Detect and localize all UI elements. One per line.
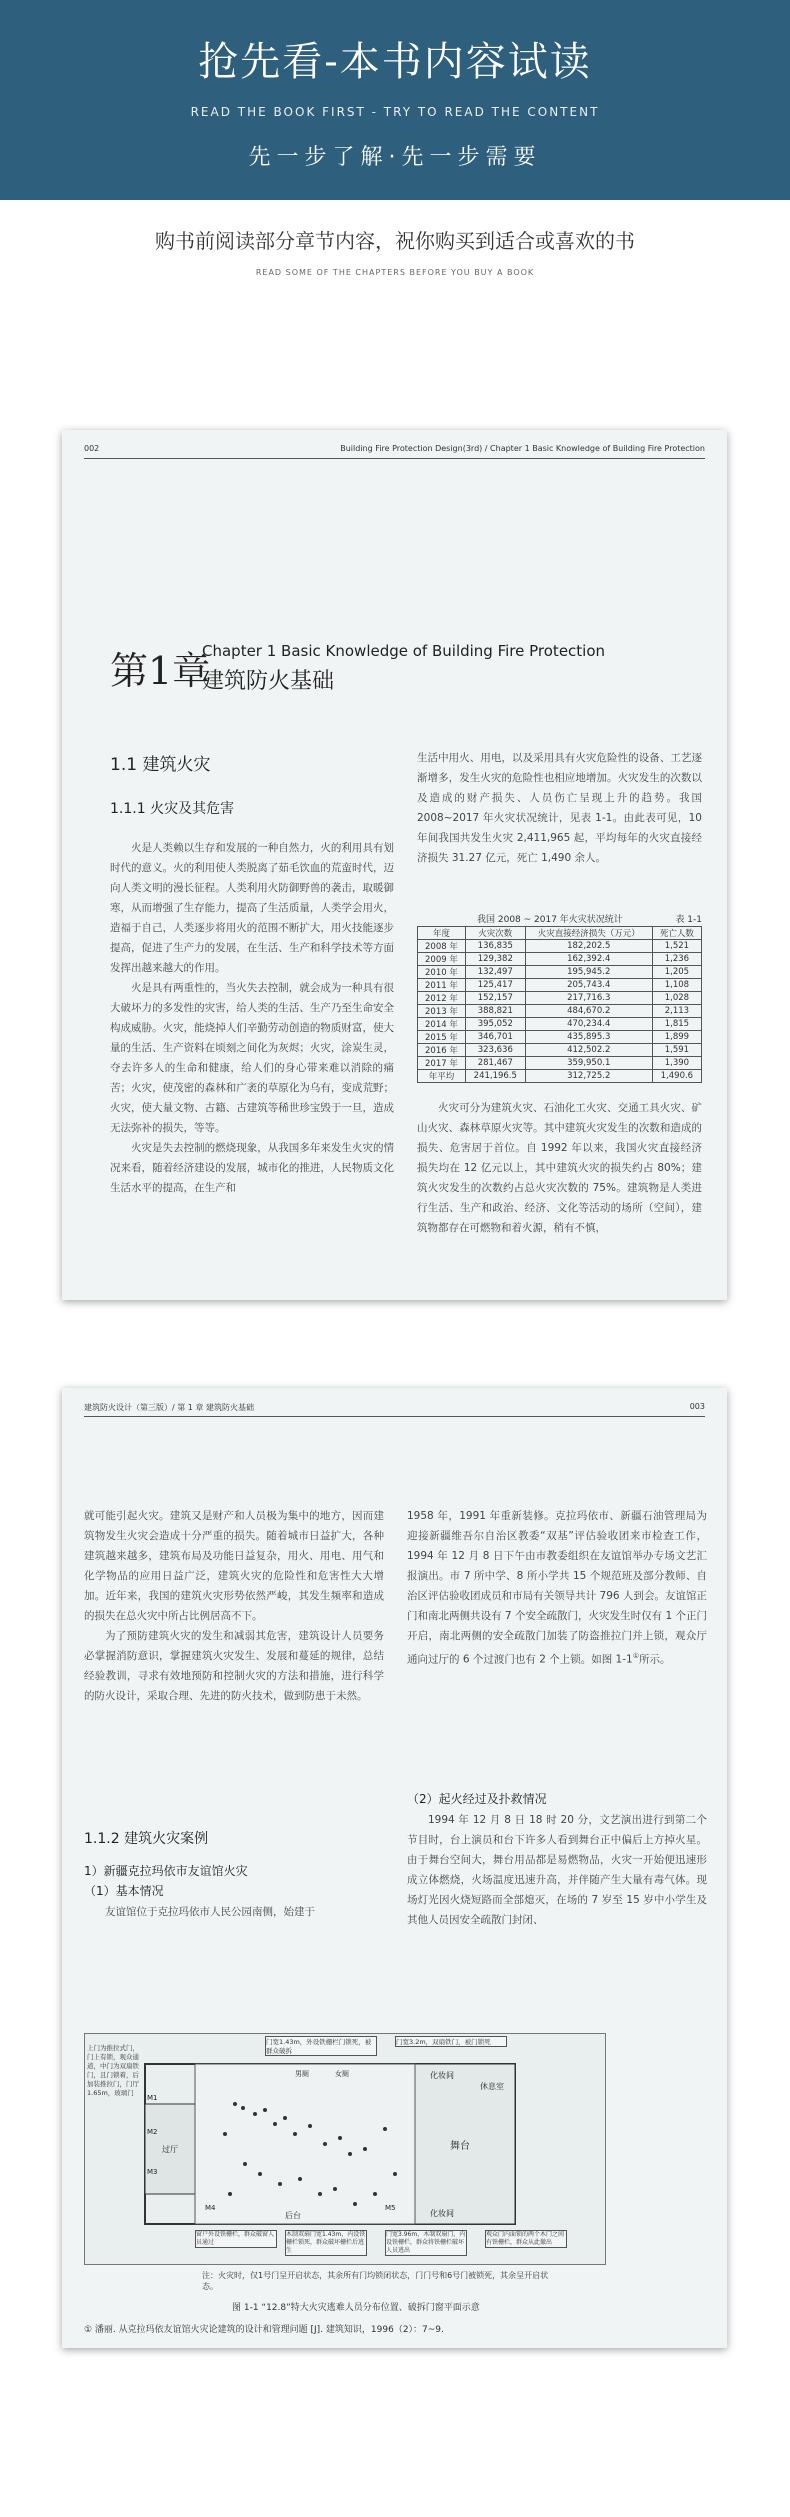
room-label: 化妆间 (430, 2071, 454, 2080)
figure-callout: 观众门内面锁的两个木门之间有铁栅栏，群众从此撤出 (485, 2230, 567, 2248)
case-paragraph (84, 1902, 384, 1922)
exit-label: M5 (385, 2204, 396, 2212)
exit-label: M2 (147, 2128, 158, 2136)
exit-label: M3 (147, 2168, 158, 2176)
header-rule (84, 458, 705, 459)
running-header: 建筑防火设计（第三版）/ 第 1 章 建筑防火基础 (84, 1403, 254, 1412)
paragraph: 火灾是失去控制的燃烧现象，从我国多年来发生火灾的情况来看，随着经济建设的发展，城市化的推进，人民物质文化生活水平的提高，在生产和 (110, 1142, 394, 1194)
cell: 125,417 (465, 979, 525, 992)
header-rule (84, 1416, 705, 1417)
cell: 1,521 (652, 940, 701, 953)
subsection-heading: 1.1.1 火灾及其危害 (110, 801, 235, 817)
figure-note-left: 上门为推拉式门，门上有锁，观众通道，中门为双扇铁门，且门锁着，后加装推拉门，门厅1.65m，玻璃门 (87, 2044, 139, 2097)
cell: 182,202.5 (525, 940, 652, 953)
intro-text-en: READ SOME OF THE CHAPTERS BEFORE YOU BUY A BOOK (255, 268, 535, 277)
cell: 1,028 (652, 992, 701, 1005)
intro-text: 购书前阅读部分章节内容，祝你购买到适合或喜欢的书 (155, 229, 635, 253)
cell: 1,205 (652, 966, 701, 979)
toilet-label: 女厕 (335, 2070, 349, 2078)
lounge-label: 休息室 (480, 2082, 504, 2091)
cell: 2,113 (652, 1005, 701, 1018)
cell: 2011 年 (418, 979, 466, 992)
cell: 359,950.1 (525, 1057, 652, 1070)
paragraph: 为了预防建筑火灾的发生和减弱其危害，建筑设计人员要务必掌握消防意识，掌握建筑火灾发生、发展和蔓延的规律，总结经验教训，寻求有效地预防和控制火灾的方法和措施，进行科学的防火设计，采取合理、先进的防火技术，做到防患于未然。 (84, 1630, 384, 1702)
figure-callout: 木制双扇门宽1.43m，内设铁栅栏锁死，群众破坏栅栏后逃生 (286, 2231, 366, 2254)
left-column (84, 1506, 384, 1706)
toilet-label: 男厕 (295, 2070, 309, 2078)
hall-label: 过厅 (162, 2145, 178, 2154)
page-number: 003 (689, 1402, 705, 1411)
subsection-heading: 1.1.2 建筑火灾案例 (84, 1831, 209, 1847)
cell: 435,895.3 (525, 1031, 652, 1044)
col-header: 年度 (418, 927, 466, 940)
cell: 2010 年 (418, 966, 466, 979)
exit-label: M4 (205, 2204, 216, 2212)
cell: 281,467 (465, 1057, 525, 1070)
right-column-bottom (417, 1098, 702, 1238)
table-number: 表 1-1 (675, 915, 702, 925)
cell: 年平均 (418, 1070, 466, 1083)
paragraph (407, 1506, 707, 1670)
running-header: Building Fire Protection Design(3rd) / Chapter 1 Basic Knowledge of Building Fire Protection (340, 444, 705, 453)
left-column (110, 838, 394, 1198)
cell: 205,743.4 (525, 979, 652, 992)
cell: 395,052 (465, 1018, 525, 1031)
cell: 1,236 (652, 953, 701, 966)
case-subheading: （1）基本情况 (84, 1884, 164, 1898)
cell: 1,815 (652, 1018, 701, 1031)
cell: 1,490.6 (652, 1070, 701, 1083)
section-heading: 1.1 建筑火灾 (110, 755, 211, 775)
cell: 2015 年 (418, 1031, 466, 1044)
cell: 346,701 (465, 1031, 525, 1044)
figure-callout: 门宽3.2m，双扇铁门，被门锁死 (395, 2036, 507, 2047)
paragraph: 友谊馆位于克拉玛依市人民公园南侧，始建于 (105, 1906, 315, 1918)
cell: 323,636 (465, 1044, 525, 1057)
table-row (418, 1005, 702, 1018)
figure-callout: 门宽3.96m，木制双扇门，内设铁栅栏，群众将铁栅栏破坏人员逃出 (386, 2231, 466, 2254)
table-row (418, 953, 702, 966)
banner-subtitle: READ THE BOOK FIRST - TRY TO READ THE CONTENT (190, 105, 600, 119)
cell: 412,502.2 (525, 1044, 652, 1057)
col-header: 火灾直接经济损失（万元） (525, 927, 652, 940)
chapter-title-cn: 建筑防火基础 (202, 669, 335, 694)
table-row (418, 1031, 702, 1044)
chapter-number: 第1章 (110, 649, 211, 693)
cell: 217,716.3 (525, 992, 652, 1005)
cell: 195,945.2 (525, 966, 652, 979)
case-title: 1）新疆克拉玛依市友谊馆火灾 (84, 1864, 248, 1878)
cell: 162,392.4 (525, 953, 652, 966)
book-page-003 (62, 1388, 727, 2348)
right-column-intro (417, 748, 702, 868)
cell: 470,234.4 (525, 1018, 652, 1031)
chapter-title-en: Chapter 1 Basic Knowledge of Building Fire Protection (202, 642, 606, 660)
table-row (418, 1070, 702, 1083)
top-banner (0, 0, 790, 200)
room-label: 化妆间 (430, 2209, 454, 2218)
cell: 2017 年 (418, 1057, 466, 1070)
table-header-row (418, 927, 702, 940)
fire-statistics-table (417, 912, 702, 1083)
table-row (418, 1044, 702, 1057)
paragraph: 火是具有两重性的，当火失去控制，就会成为一种具有很大破坏力的多发性的灾害，给人类的生活、生产乃至生命安全构成威胁。火灾，能烧掉人们辛勤劳动创造的物质财富，使大量的生活、生产资料在顷刻之间化为灰烬；火灾，涂炭生灵，夺去许多人的生命和健康，给人们的身心带来难以消除的痛苦；火灾，使茂密的森林和广袤的草原化为乌有，变成荒野；火灾，使大量文物、古籍、古建筑等稀世珍宝毁于一旦，造成无法弥补的损失，等等。 (110, 982, 394, 1134)
cell: 484,670.2 (525, 1005, 652, 1018)
cell: 2009 年 (418, 953, 466, 966)
table-row (418, 940, 702, 953)
exit-label: M1 (147, 2094, 158, 2102)
cell: 1,899 (652, 1031, 701, 1044)
banner-slogan: 先一步了解·先一步需要 (248, 145, 542, 170)
footnote: ① 潘丽. 从克拉玛依友谊馆火灾论建筑的设计和管理问题 [J]. 建筑知识，1996（2）：7~9. (84, 2325, 444, 2335)
book-page-002 (62, 430, 727, 1300)
paragraph: 就可能引起火灾。建筑又是财产和人员极为集中的地方，因而建筑物发生火灾会造成十分严重的损失。随着城市日益扩大，各种建筑越来越多，建筑布局及功能日益复杂，用火、用电、用气和化学物品的应用日益广泛，建筑火灾的危险性和危害性大大增加。近年来，我国的建筑火灾形势依然严峻，其发生频率和造成的损失在总火灾中所占比例居高不下。 (84, 1510, 384, 1622)
cell: 1,390 (652, 1057, 701, 1070)
cell: 312,725.2 (525, 1070, 652, 1083)
footnote-marker: ① (632, 1652, 639, 1660)
floor-plan-figure (84, 2033, 606, 2265)
cell: 241,196.5 (465, 1070, 525, 1083)
paragraph: 生活中用火、用电，以及采用具有火灾危险性的设备、工艺逐渐增多，发生火灾的危险性也相应地增加。火灾发生的次数以及造成的财产损失、人员伤亡呈现上升的趋势。我国 2008~2017 年火灾状况统计，见表 1-1。由此表可见，10 年间我国共发生火灾 2,411,965 起，平均每年的火灾直接经济损失 31.27 亿元，死亡 1,490 余人。 (417, 752, 702, 864)
cell: 2014 年 (418, 1018, 466, 1031)
figure-note: 注：火灾时，仅1号门呈开启状态，其余所有门均锁闭状态，门门号和6号门被锁死，其余呈开启状态。 (202, 2271, 549, 2291)
right-column (407, 1506, 707, 1670)
cell: 2008 年 (418, 940, 466, 953)
right-column-2 (407, 1810, 707, 1930)
cell: 129,382 (465, 953, 525, 966)
cell: 152,157 (465, 992, 525, 1005)
figure-caption: 图 1-1 “12.8”特大火灾逃难人员分布位置、破拆门窗平面示意 (232, 2303, 480, 2313)
figure-callout: 门宽1.43m，外设铁栅栏门锁死，被群众破拆 (265, 2036, 377, 2056)
cell: 388,821 (465, 1005, 525, 1018)
col-header: 火灾次数 (465, 927, 525, 940)
cell: 132,497 (465, 966, 525, 979)
table-row (418, 1018, 702, 1031)
table-title: 我国 2008 ~ 2017 年火灾状况统计 (477, 915, 623, 925)
auditorium-area (195, 2064, 415, 2224)
cell: 2016 年 (418, 1044, 466, 1057)
cell: 2013 年 (418, 1005, 466, 1018)
case-subheading: （2）起火经过及扑救情况 (407, 1792, 547, 1806)
page-number: 002 (84, 444, 100, 453)
cell: 1,108 (652, 979, 701, 992)
cell: 136,835 (465, 940, 525, 953)
table-row (418, 992, 702, 1005)
table-row (418, 979, 702, 992)
table-row (418, 1057, 702, 1070)
cell: 1,591 (652, 1044, 701, 1057)
paragraph: 火灾可分为建筑火灾、石油化工火灾、交通工具火灾、矿山火灾、森林草原火灾等。其中建筑火灾发生的次数和造成的损失、危害居于首位。自 1992 年以来，我国火灾直接经济损失均在 12 亿元以上，其中建筑火灾的损失约占 80%；建筑火灾发生的次数约占总火灾次数的 75%。建筑物是人类进行生活、生产和政治、经济、文化等活动的场所（空间），建筑物都存在可燃物和着火源，稍有不慎， (417, 1102, 702, 1234)
data-table (417, 926, 702, 1083)
cell: 2012 年 (418, 992, 466, 1005)
col-header: 死亡人数 (652, 927, 701, 940)
table-row (418, 966, 702, 979)
banner-title: 抢先看-本书内容试读 (198, 39, 592, 85)
figure-callout: 窗户外设铁栅栏，群众破窗人员通过 (195, 2230, 277, 2248)
backstage-label: 后台 (285, 2211, 301, 2220)
paragraph: 1994 年 12 月 8 日 18 时 20 分，文艺演出进行到第二个节目时，台上演员和台下许多人看到舞台正中偏后上方掉火星。由于舞台空间大，舞台用品都是易燃物品，火灾一开始便迅速形成立体燃烧，火场温度迅速升高，并伴随产生大量有毒气体。现场灯光因火烧短路而全部熄灭，在场的 7 岁至 15 岁中小学生及其他人员因安全疏散门封闭、 (407, 1814, 707, 1926)
text: 1958 年，1991 年重新装修。克拉玛依市、新疆石油管理局为迎接新疆维吾尔自治区教委“双基”评估验收团来市检查工作，1994 年 12 月 8 日下午由市教委组织在友谊馆举办专场文艺汇报演出。市 7 所中学、8 所小学共 15 个规范班及部分教师、自治区评估验收团成员和市局有关领导共计 796 人到会。友谊馆正门和南北两侧共设有 7 个安全疏散门，火灾发生时仅有 1 个正门开启，南北两侧的安全疏散门加装了防盗推拉门并上锁，观众厅通向过厅的 6 个过渡门也有 2 个上锁。如图 1-1 (407, 1510, 707, 1666)
stage-label: 舞台 (450, 2141, 470, 2152)
text: 所示。 (638, 1653, 671, 1666)
paragraph: 火是人类赖以生存和发展的一种自然力，火的利用具有划时代的意义。火的利用使人类脱离了茹毛饮血的荒蛮时代，迈向人类文明的漫长征程。人类利用火防御野兽的袭击，取暖御寒，从而增强了生存能力，提高了生活质量，人类学会用火，造福于自己，人类逐步将用火的范围不断扩大，用火技能逐步提高，促进了生产力的发展，在生活、生产和科学技术等方面发挥出越来越大的作用。 (110, 842, 394, 974)
